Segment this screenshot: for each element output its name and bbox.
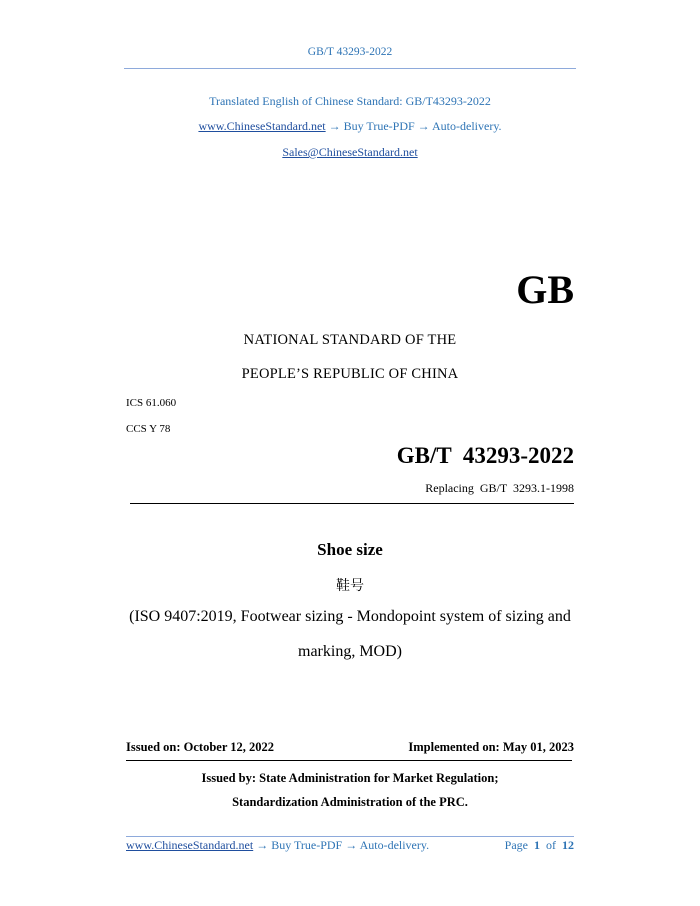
ics-code: ICS 61.060: [126, 397, 177, 409]
site-link[interactable]: www.ChineseStandard.net: [198, 119, 326, 133]
page-indicator: [505, 838, 574, 853]
implemented-on-date: Implemented on: May 01, 2023: [408, 740, 574, 754]
issued-on-date: Issued on: October 12, 2022: [126, 740, 275, 754]
sales-email-link[interactable]: Sales@ChineseStandard.net: [282, 145, 418, 159]
title-divider: [130, 503, 574, 504]
header-divider: [124, 68, 576, 69]
buy-text: → Buy True-PDF → Auto-delivery.: [325, 119, 502, 133]
footer-site-link[interactable]: www.ChineseStandard.net: [126, 838, 254, 852]
national-standard-line1: NATIONAL STANDARD OF THE: [243, 332, 457, 348]
standard-number: GB/T 43293-2022: [396, 443, 574, 468]
page-current: 1: [534, 838, 540, 852]
footer-buy-line: [126, 838, 429, 853]
issued-by-line1: Issued by: State Administration for Market Regulation;: [201, 771, 499, 785]
page-label: Page: [504, 838, 528, 852]
buy-line: [0, 119, 700, 134]
national-standard-line2: PEOPLE’S REPUBLIC OF CHINA: [241, 366, 459, 382]
gb-logo: GB: [516, 267, 574, 312]
issued-by-line2: Standardization Administration of the PRC.: [232, 795, 468, 809]
replacing-standard: Replacing GB/T 3293.1-1998: [425, 481, 574, 495]
iso-reference-line1: (ISO 9407:2019, Footwear sizing - Mondopoint system of sizing and: [129, 608, 571, 625]
sales-line: [0, 145, 700, 160]
page-of: of: [546, 838, 556, 852]
header-doc-id: GB/T 43293-2022: [307, 46, 393, 58]
issue-divider: [126, 760, 572, 761]
page-total: 12: [562, 838, 574, 852]
footer-divider: [126, 836, 574, 837]
document-title-chinese: 鞋号: [336, 578, 364, 594]
ccs-code: CCS Y 78: [126, 423, 171, 435]
iso-reference-line2: marking, MOD): [298, 643, 402, 660]
translated-notice: Translated English of Chinese Standard: GB/T43293-2022: [209, 94, 491, 108]
footer-buy-text: → Buy True-PDF → Auto-delivery.: [253, 838, 430, 852]
document-title: Shoe size: [317, 540, 383, 559]
